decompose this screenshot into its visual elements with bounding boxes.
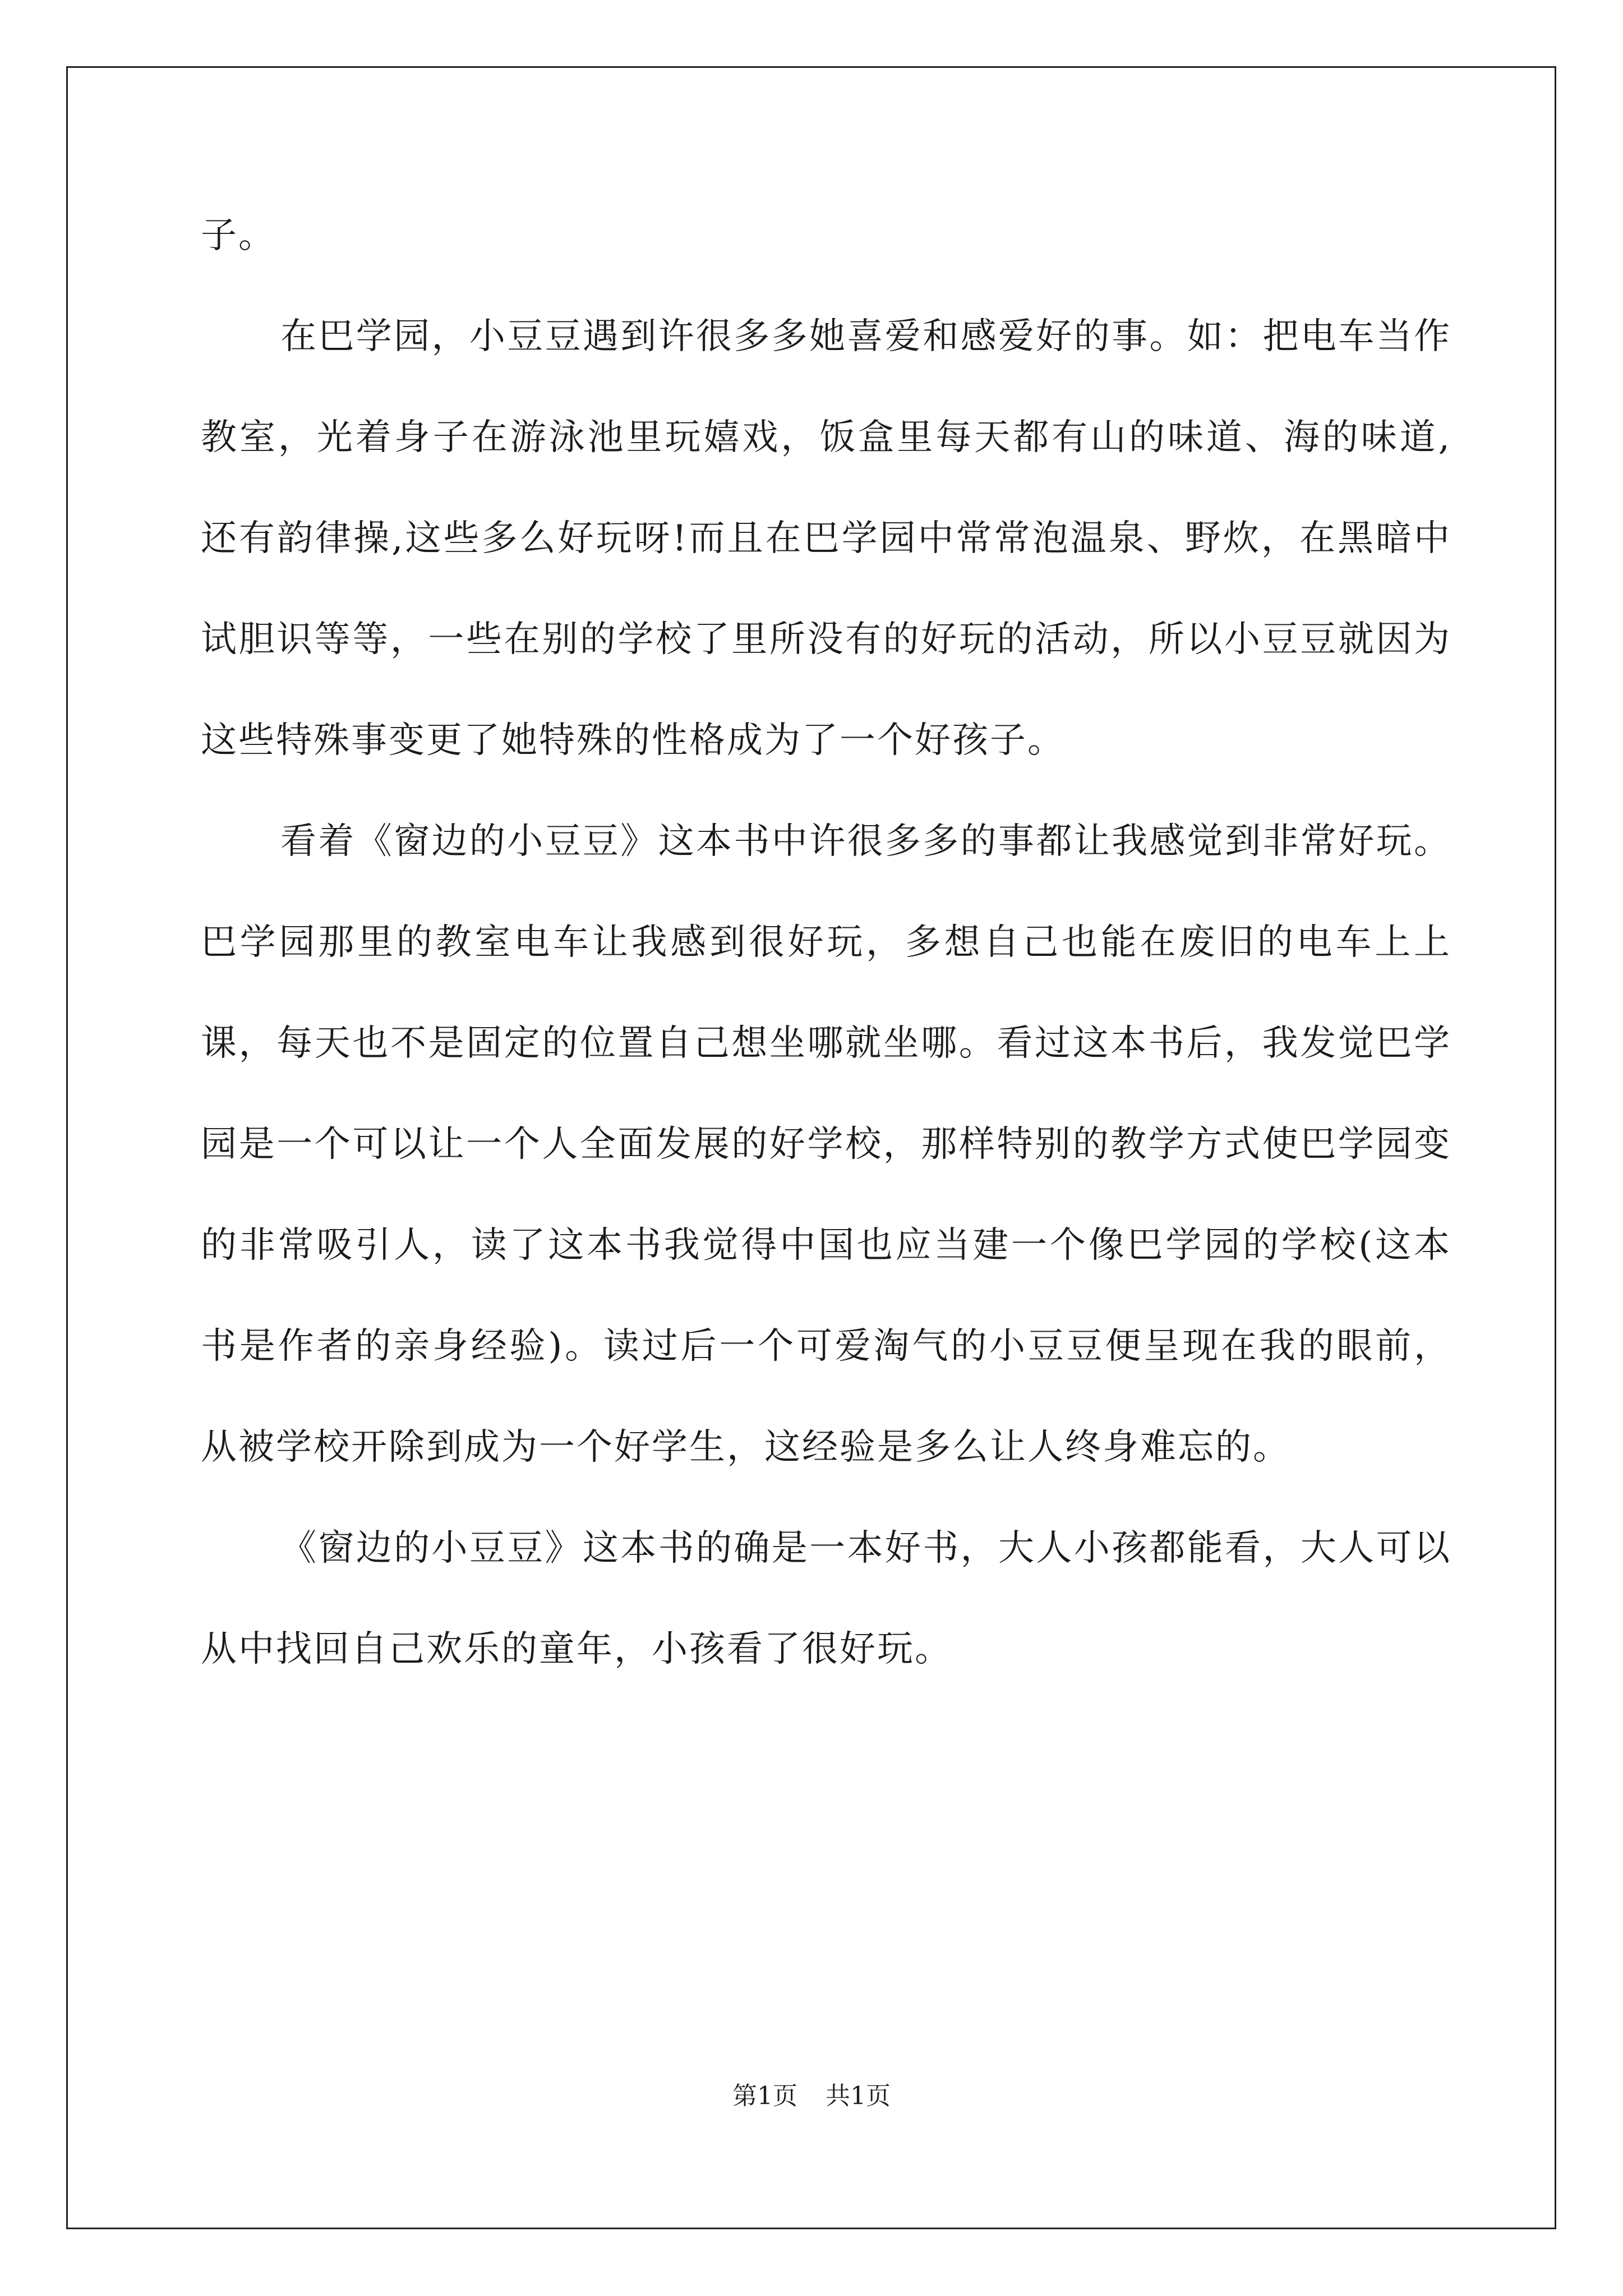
paragraph-reading-impressions: 看着《窗边的小豆豆》这本书中许很多多的事都让我感觉到非常好玩。巴学园那里的教室电车让我感到很好玩，多想自己也能在废旧的电车上上课，每天也不是固定的位置自己想坐哪就坐哪。看过这本书后，我发觉巴学园是一个可以让一个人全面发展的好学校，那样特别的教学方式使巴学园变的非常吸引人，读了这本书我觉得中国也应当建一个像巴学园的学校(这本书是作者的亲身经验)。读过后一个可爱淘气的小豆豆便呈现在我的眼前，从被学校开除到成为一个好学生，这经验是多么让人终身难忘的。 <box>201 821 1451 1468</box>
paragraph-bagakuen-activities: 在巴学园，小豆豆遇到许很多多她喜爱和感爱好的事。如：把电车当作教室，光着身子在游泳池里玩嬉戏，饭盒里每天都有山的味道、海的味道,还有韵律操,这些多么好玩呀!而且在巴学园中常常泡温泉、野炊，在黑暗中试胆识等等，一些在别的学校了里所没有的好玩的活动，所以小豆豆就因为这些特殊事变更了她特殊的性格成为了一个好孩子。 <box>201 316 1451 761</box>
paragraph-continuation: 子。 <box>201 215 276 256</box>
document-body <box>201 185 1451 1700</box>
paragraph-conclusion: 《窗边的小豆豆》这本书的确是一本好书，大人小孩都能看，大人可以从中找回自己欢乐的童年，小孩看了很好玩。 <box>201 1527 1451 1670</box>
page-total: 共1页 <box>826 2082 891 2110</box>
page-number: 第1页 <box>732 2082 797 2110</box>
page-footer <box>0 2076 1623 2111</box>
